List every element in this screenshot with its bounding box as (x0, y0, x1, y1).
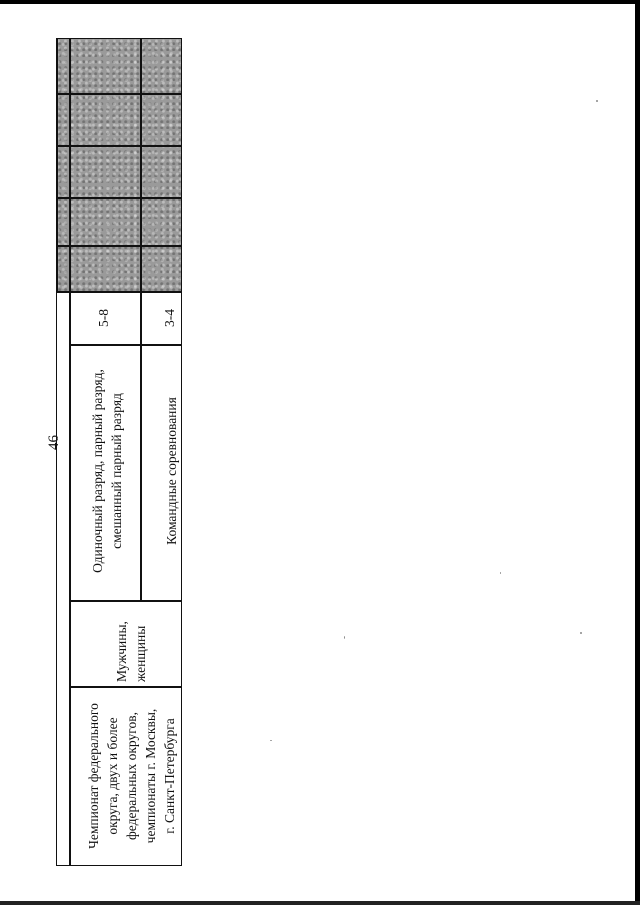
scan-speck (580, 632, 582, 634)
event-line: г. Санкт-Петербурга (162, 718, 177, 834)
event-line: Чемпионат федерального (86, 703, 101, 849)
event-cell (84, 687, 179, 865)
places-cell: 3-4 (162, 309, 177, 327)
shaded-cells (57, 39, 181, 291)
scan-speck (500, 572, 501, 574)
scan-border-top (0, 0, 640, 4)
discipline-line: смешанный парный разряд (109, 393, 124, 549)
gender-line: женщины (133, 625, 148, 682)
frame-overlay (56, 38, 58, 291)
discipline-line: Одиночный разряд, парный разряд, (90, 369, 105, 573)
places-cell: 5-8 (96, 309, 111, 327)
grid-line-overlay (56, 197, 182, 199)
grid-line-overlay (56, 93, 182, 95)
grid-line-overlay (56, 145, 182, 147)
page-number: 46 (46, 435, 62, 450)
gender-cell (112, 602, 150, 682)
event-line: чемпионаты г. Москвы, (143, 708, 158, 844)
scan-speck (270, 740, 272, 741)
scan-speck (596, 100, 598, 102)
scan-speck (344, 636, 345, 639)
event-line: федеральных округов, (124, 712, 139, 840)
row-divider-overlay (140, 38, 142, 291)
discipline-cell (88, 346, 126, 596)
discipline-cell (162, 346, 181, 596)
discipline-line: Командные соревнования (164, 397, 179, 545)
event-line: округа, двух и более (105, 717, 120, 835)
column-divider-places (56, 291, 182, 293)
grid-line-overlay (56, 245, 182, 247)
scan-border-bottom (0, 901, 640, 905)
row-divider-overlay (69, 38, 71, 291)
gender-line: Мужчины, (114, 621, 129, 682)
scan-border-right (635, 0, 640, 905)
